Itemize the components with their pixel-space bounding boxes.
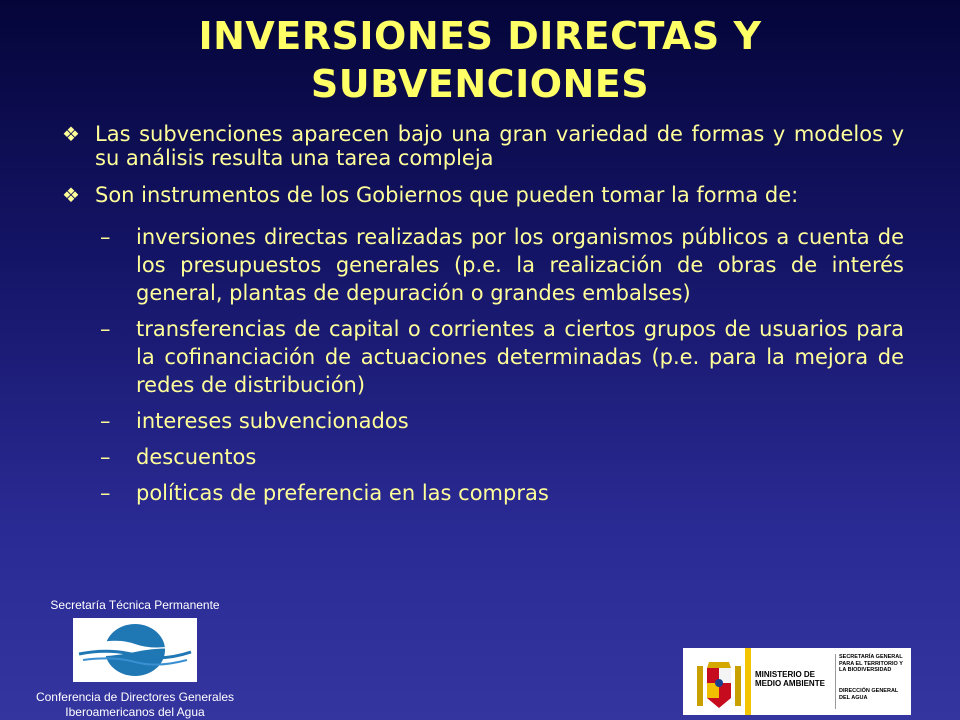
sub-item [62, 407, 904, 435]
slide-title [0, 12, 960, 108]
four-diamond-bullet-icon: ❖ [62, 122, 80, 146]
bullet-item [62, 183, 904, 207]
dash-marker: – [100, 481, 111, 505]
slide-content [62, 122, 904, 515]
ministry-logo [683, 648, 911, 715]
direccion-name: DIRECCIÓN GENERAL DEL AGUA [839, 688, 899, 701]
dash-marker: – [100, 317, 111, 341]
secretaria-name: SECRETARÍA GENERAL PARA EL TERRITORIO Y LA BIODIVERSIDAD [839, 654, 903, 673]
ministry-name: MINISTERIO DE MEDIO AMBIENTE [755, 670, 825, 688]
sub-item-text: políticas de preferencia en las compras [136, 481, 549, 505]
sub-item [62, 443, 904, 471]
sub-item-text: transferencias de capital o corrientes a ciertos grupos de usuarios para la cofinanciación de actuaciones determinadas (p.e. para la mejora de redes de distribución) [136, 317, 904, 397]
title-line-1: INVERSIONES DIRECTAS Y [198, 14, 762, 58]
dash-marker: – [100, 225, 111, 249]
footer-conference-line-2: Iberoamericanos del Agua [65, 705, 205, 719]
sub-item-text: inversiones directas realizadas por los organismos públicos a cuenta de los presupuestos generales (p.e. la realización de obras de interés general, plantas de depuración o grandes embalses) [136, 225, 904, 305]
footer-secretariat: Secretaría Técnica Permanente [50, 598, 220, 612]
logo-divider [835, 654, 836, 709]
sub-item [62, 223, 904, 307]
dash-marker: – [100, 445, 111, 469]
bullet-text: Son instrumentos de los Gobiernos que pueden tomar la forma de: [95, 183, 799, 207]
conference-logo-icon [73, 618, 197, 682]
dash-marker: – [100, 409, 111, 433]
organization-footer [20, 598, 250, 720]
sub-item-text: intereses subvencionados [136, 409, 409, 433]
title-line-2: SUBVENCIONES [310, 62, 650, 106]
footer-conference-line-1: Conferencia de Directores Generales [35, 690, 235, 704]
four-diamond-bullet-icon: ❖ [62, 183, 80, 207]
sub-item [62, 479, 904, 507]
bullet-text: Las subvenciones aparecen bajo una gran variedad de formas y modelos y su análisis resulta una tarea compleja [95, 122, 904, 170]
sub-item-text: descuentos [136, 445, 257, 469]
yellow-stripe [745, 648, 751, 715]
sub-item [62, 315, 904, 399]
spain-coat-of-arms-icon [693, 652, 745, 712]
bullet-item [62, 122, 904, 170]
